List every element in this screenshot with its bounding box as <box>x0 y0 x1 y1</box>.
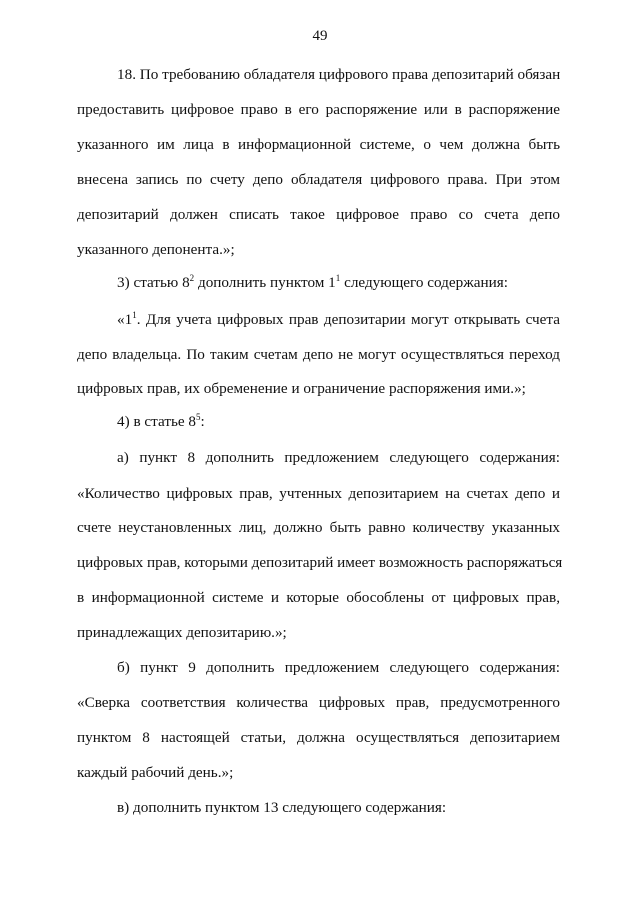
text-line: внесена запись по счету депо обладателя цифрового права. При этом <box>77 171 560 188</box>
text-line: пунктом 8 настоящей статьи, должна осуществляться депозитарием <box>77 729 560 746</box>
text-line <box>117 311 560 329</box>
text-line: каждый рабочий день.»; <box>77 764 234 781</box>
text-line: «Количество цифровых прав, учтенных депозитарием на счетах депо и <box>77 485 560 502</box>
superscript: 1 <box>335 273 341 283</box>
text-line <box>117 274 508 292</box>
text-line: указанного депонента.»; <box>77 241 235 258</box>
text-segment: «1 <box>117 311 133 328</box>
text-line: «Сверка соответствия количества цифровых прав, предусмотренного <box>77 694 560 711</box>
text-line: а) пункт 8 дополнить предложением следующего содержания: <box>117 449 560 466</box>
text-line: цифровых прав, которыми депозитарий имеет возможность распоряжаться <box>77 554 563 571</box>
text-line: цифровых прав, их обременение и ограничение распоряжения ими.»; <box>77 380 526 397</box>
text-line <box>117 413 205 431</box>
text-line: счете неустановленных лиц, должно быть равно количеству указанных <box>77 519 560 536</box>
text-line: указанного им лица в информационной системе, о чем должна быть <box>77 136 560 153</box>
text-segment: . Для учета цифровых прав депозитарии могут открывать счета <box>136 311 560 328</box>
superscript: 5 <box>196 412 201 422</box>
text-line: б) пункт 9 дополнить предложением следующего содержания: <box>117 659 560 676</box>
text-line: депо владельца. По таким счетам депо не могут осуществляться переход <box>77 346 560 363</box>
text-line: 18. По требованию обладателя цифрового права депозитарий обязан <box>117 66 561 83</box>
text-line: депозитарий должен списать такое цифровое право со счета депо <box>77 206 560 223</box>
text-line: принадлежащих депозитарию.»; <box>77 624 287 641</box>
text-line: предоставить цифровое право в его распоряжение или в распоряжение <box>77 101 560 118</box>
text-line: в информационной системе и которые обособлены от цифровых прав, <box>77 589 560 606</box>
text-segment: 4) в статье 8 <box>117 413 197 430</box>
text-segment: 3) статью 8 <box>117 274 190 291</box>
text-segment: дополнить пунктом 1 <box>194 274 336 291</box>
text-segment: следующего содержания: <box>340 274 508 291</box>
text-segment: : <box>200 413 205 430</box>
superscript: 2 <box>189 273 195 283</box>
superscript: 1 <box>132 310 137 320</box>
page-number: 49 <box>312 28 328 44</box>
text-line: в) дополнить пунктом 13 следующего содержания: <box>117 799 447 816</box>
